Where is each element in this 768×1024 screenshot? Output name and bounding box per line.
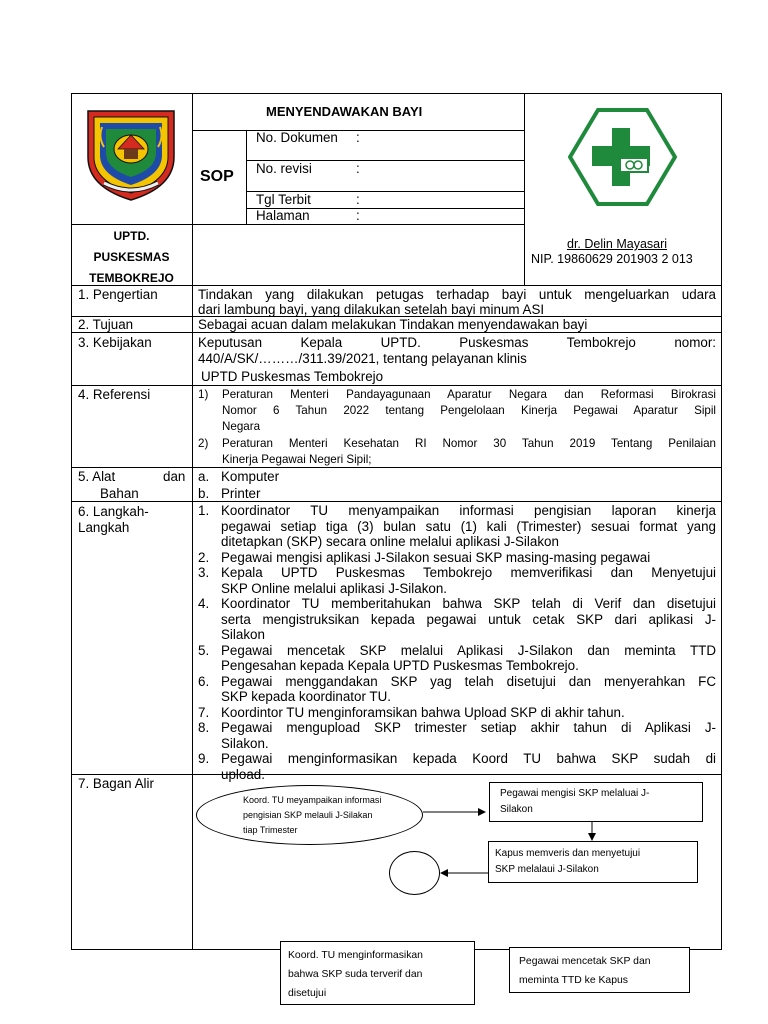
kebijakan-line: Keputusan Kepala UPTD. Puskesmas Tembokrejo nomor:: [198, 335, 716, 350]
column-divider-left: [192, 93, 193, 949]
alat-item: Komputer: [221, 469, 280, 484]
field-no-dokumen: No. Dokumen: [256, 130, 338, 145]
alat-num: b.: [198, 486, 210, 501]
flow-text-line: SKP melalaui J-Silakon: [495, 864, 599, 875]
puskesmas-logo-icon: [568, 108, 677, 206]
langkah-line: SKP kepada koordinator TU.: [221, 689, 391, 704]
section-label-alat-dan: dan: [163, 469, 186, 484]
flow-step-3-text: [495, 846, 640, 878]
flow-step-2: [489, 782, 703, 822]
flow-text-line: Koord. TU meyampaikan informasi: [243, 795, 382, 805]
pengertian-line: Tindakan yang dilakukan petugas terhadap bayi untuk mengeluarkan udara: [198, 287, 716, 302]
section-label-bagan: 7. Bagan Alir: [78, 776, 154, 791]
flow-text-line: Silakon: [500, 804, 533, 815]
langkah-line: Pegawai mencetak SKP melalui Aplikasi J-Silakon dan meminta TTD: [221, 642, 716, 658]
langkah-line: Kepala UPTD Puskesmas Tembokrejo memverifikasi dan Menyetujui: [221, 565, 716, 580]
langkah-line: Silakon: [221, 627, 265, 642]
referensi-num: 1): [198, 388, 209, 401]
alat-num: a.: [198, 469, 210, 484]
section-label-tujuan: 2. Tujuan: [78, 317, 134, 332]
document-title: MENYENDAWAKAN BAYI: [266, 104, 423, 119]
kebijakan-line: 440/A/SK/………/311.39/2021, tentang pelayanan klinis: [198, 351, 527, 366]
flow-text-line: tiap Trimester: [243, 825, 298, 835]
referensi-line: Negara: [222, 420, 261, 433]
referensi-num: 2): [198, 437, 209, 450]
langkah-line: Silakon.: [221, 735, 269, 751]
tujuan-text: Sebagai acuan dalam melakukan Tindakan menyendawakan bayi: [198, 317, 588, 332]
field-sep: :: [356, 161, 360, 176]
alat-item: Printer: [221, 486, 261, 501]
langkah-line: Koordintor TU menginforamsikan bahwa Upload SKP di akhir tahun.: [221, 704, 625, 720]
langkah-num: 9.: [198, 751, 210, 766]
flow-step-2-text: [500, 786, 649, 818]
flow-text-line: bahwa SKP suda terverif dan: [288, 969, 423, 980]
grid-line: [71, 224, 524, 225]
section-label-langkah: 6. Langkah-: [78, 504, 149, 519]
field-tgl-terbit: Tgl Terbit: [256, 192, 311, 207]
field-sep: :: [356, 130, 360, 145]
langkah-line: upload.: [221, 766, 265, 782]
section-label-pengertian: 1. Pengertian: [78, 287, 158, 302]
langkah-num: 8.: [198, 720, 210, 735]
sop-divider: [246, 130, 247, 224]
langkah-line: Koordinator TU menyampaikan informasi pengisian laporan kinerja: [221, 503, 716, 518]
flow-text-line: Pegawai mengisi SKP melaluai J-: [500, 788, 650, 799]
section-label-alat: 5. Alat: [78, 469, 116, 484]
flow-step-4: [280, 941, 475, 1005]
flow-start-text: [243, 793, 381, 838]
section-label-referensi: 4. Referensi: [78, 387, 151, 402]
section-label-kebijakan: 3. Kebijakan: [78, 335, 152, 350]
field-no-revisi: No. revisi: [256, 161, 312, 176]
langkah-line: pegawai setiap tiga (3) bulan satu (1) kali (Trimester) sesuai format yang: [221, 518, 716, 534]
langkah-line: ditetapkan (SKP) secara online melalui aplikasi J-Silakon: [221, 534, 559, 549]
langkah-line: Pegawai mengupload SKP trimester setiap akhir tahun di Aplikasi J-: [221, 720, 716, 735]
kebijakan-line: UPTD Puskesmas Tembokrejo: [201, 369, 384, 384]
org-line: TEMBOKREJO: [89, 271, 174, 285]
langkah-line: SKP Online melalui aplikasi J-Silakon.: [221, 580, 448, 596]
flow-text-line: disetujui: [288, 988, 327, 999]
langkah-line: Koordinator TU memberitahukan bahwa SKP telah di Verif dan disetujui: [221, 596, 716, 611]
grid-line: [71, 501, 721, 502]
field-halaman: Halaman: [256, 208, 310, 223]
org-name: [71, 226, 192, 289]
langkah-num: 3.: [198, 565, 210, 580]
referensi-line: Peraturan Menteri Pandayagunaan Aparatur Negara dan Reformasi Birokrasi: [222, 388, 716, 401]
section-label-bahan: Bahan: [100, 486, 139, 501]
pengertian-line: dari lambung bayi, yang dilakukan setelah bayi minum ASI: [198, 302, 545, 317]
signer-name: dr. Delin Mayasari: [567, 237, 668, 251]
grid-line: [71, 774, 721, 775]
referensi-line: Nomor 6 Tahun 2022 tentang Pengelolaan Kinerja Pegawai Aparatur Sipil: [222, 404, 716, 417]
table-border-left: [71, 93, 72, 949]
table-border-right: [721, 93, 722, 949]
column-divider-right: [524, 93, 525, 285]
grid-line: [71, 467, 721, 468]
langkah-line: Pegawai menginformasikan kepada Koord TU bahwa SKP sudah di: [221, 751, 716, 766]
flow-step-4-text: [288, 946, 423, 1003]
langkah-line: Pegawai mengisi aplikasi J-Silakon sesuai SKP masing-masing pegawai: [221, 549, 651, 565]
table-border-top: [71, 93, 721, 94]
langkah-num: 6.: [198, 673, 210, 689]
field-sep: :: [356, 192, 360, 207]
signer-nip: NIP. 19860629 201903 2 013: [531, 252, 693, 266]
flow-step-5-text: [519, 952, 651, 990]
flow-text-line: Koord. TU menginformasikan: [288, 950, 423, 961]
flow-text-line: pengisian SKP melauli J-Silakan: [243, 810, 373, 820]
flow-connector-circle: [389, 851, 440, 895]
langkah-line: serta mengistruksikan kepada pegawai untuk cetak SKP dari aplikasi J-: [221, 611, 716, 627]
flow-text-line: Kapus memveris dan menyetujui: [495, 848, 641, 859]
flow-text-line: meminta TTD ke Kapus: [519, 975, 628, 986]
regional-emblem-icon: [80, 105, 182, 203]
flow-text-line: Pegawai mencetak SKP dan: [519, 956, 651, 967]
langkah-line: Pegawai menggandakan SKP yag telah disetujui dan menyerahkan FC: [221, 673, 716, 689]
langkah-line: Pengesahan kepada Kepala UPTD Puskesmas Tembokrejo.: [221, 658, 579, 673]
langkah-num: 1.: [198, 503, 210, 518]
org-line: UPTD.: [113, 229, 150, 243]
flow-step-3: [488, 841, 698, 883]
org-line: PUSKESMAS: [93, 250, 170, 264]
langkah-num: 5.: [198, 642, 210, 658]
grid-line: [71, 385, 721, 386]
langkah-num: 4.: [198, 596, 210, 611]
flow-step-5: [509, 947, 690, 993]
section-label-langkah-2: Langkah: [78, 520, 130, 535]
sop-label: SOP: [200, 168, 234, 185]
referensi-line: Peraturan Menteri Kesehatan RI Nomor 30 Tahun 2019 Tentang Penilaian: [222, 437, 716, 450]
langkah-num: 7.: [198, 704, 210, 720]
referensi-line: Kinerja Pegawai Negeri Sipil;: [222, 453, 372, 466]
langkah-num: 2.: [198, 549, 210, 565]
field-sep: :: [356, 208, 360, 223]
